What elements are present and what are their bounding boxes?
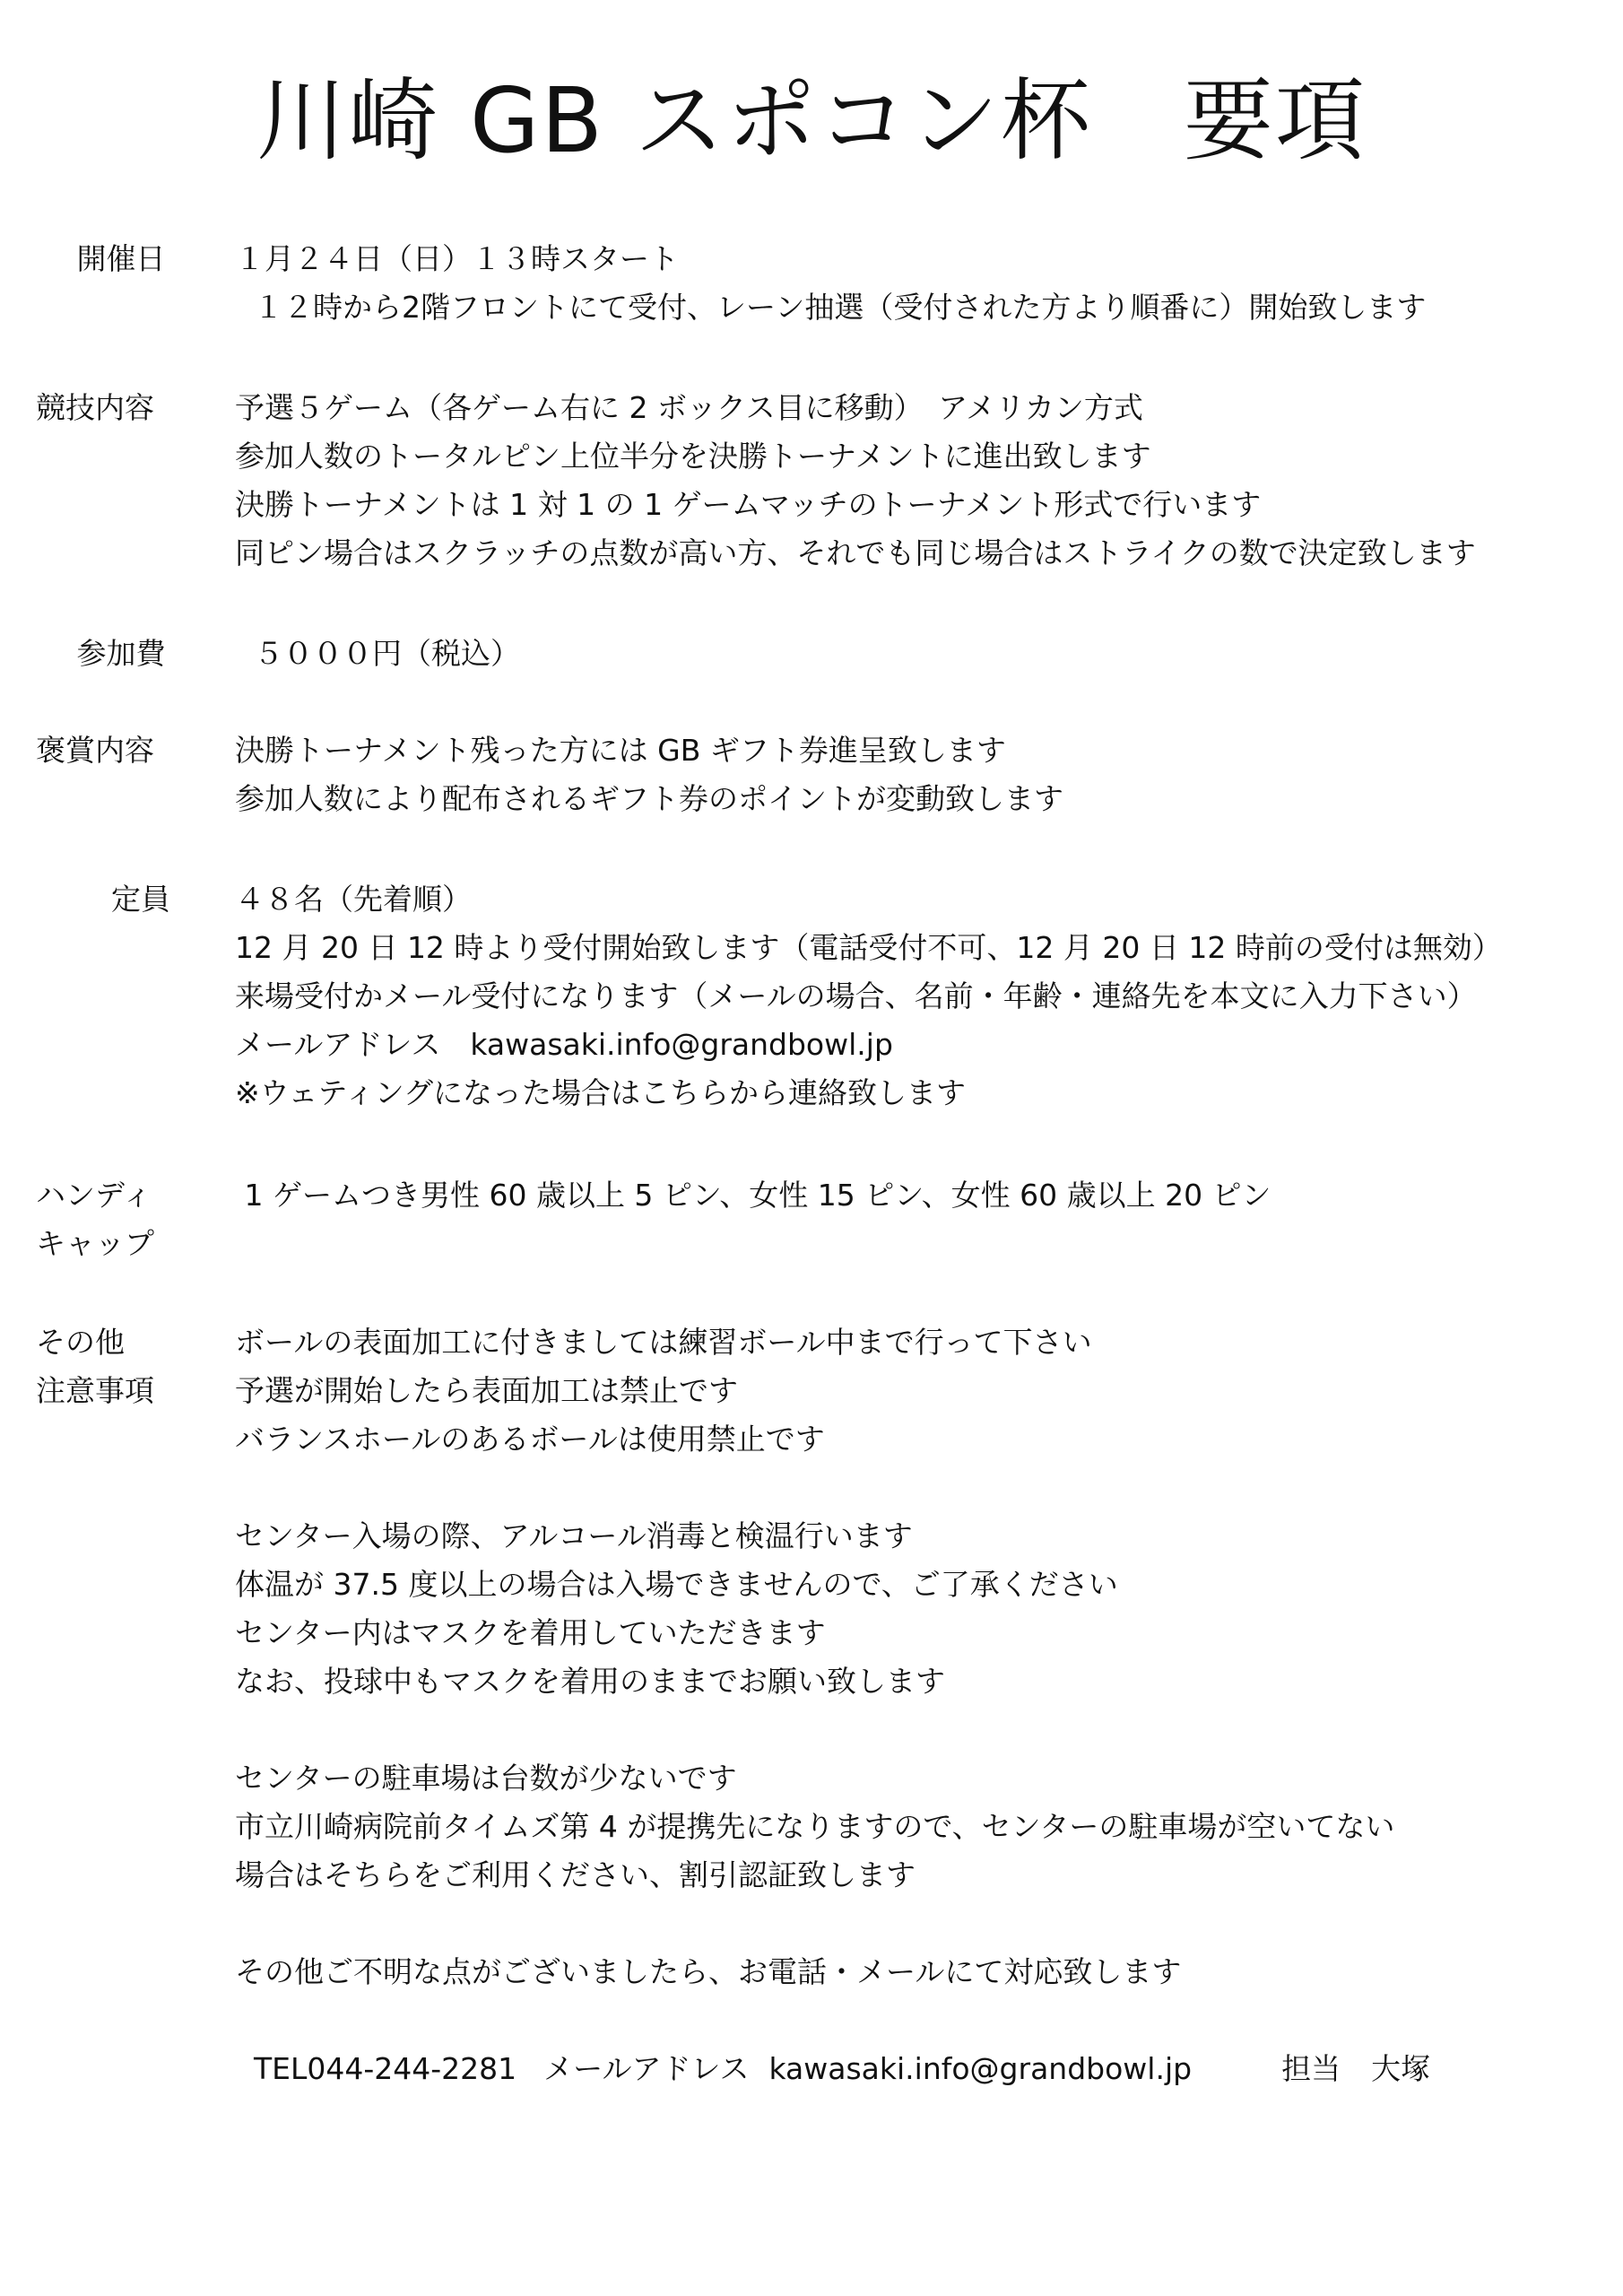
text-line: 予選５ゲーム（各ゲーム右に 2 ボックス目に移動） アメリカン方式 [235, 390, 1143, 425]
section-body-competition [235, 384, 1580, 578]
blank-line [235, 1706, 1580, 1754]
section-label-fee: 参加費 [76, 636, 166, 671]
text-line: 12 月 20 日 12 時より受付開始致します（電話受付不可、12 月 20 日 12 時前の受付は無効） [235, 930, 1502, 965]
contact-email: kawasaki.info@grandbowl.jp [768, 2051, 1193, 2086]
text-line: １２時から2階フロントにて受付、レーン抽選（受付された方より順番に）開始致します [235, 290, 1427, 325]
text-line: １月２４日（日）１３時スタート [235, 241, 679, 276]
contact-line [235, 1996, 1580, 2093]
section-label-other: その他 注意事項 [36, 1325, 154, 1408]
text-line: センター入場の際、アルコール消毒と検温行います [235, 1518, 913, 1553]
contact-email-label: メールアドレス [543, 2051, 750, 2086]
section-label-handicap: ハンディ キャップ [36, 1178, 154, 1261]
section-body-handicap [235, 1171, 1580, 1220]
section-body-prize [235, 726, 1580, 823]
text-line: ５０００円（税込） [235, 636, 520, 671]
text-line: 体温が 37.5 度以上の場合は入場できませんので、ご了承ください [235, 1567, 1118, 1602]
text-line: 市立川崎病院前タイムズ第 4 が提携先になりますので、センターの駐車場が空いてない [235, 1809, 1395, 1844]
section-body-date [235, 235, 1580, 332]
text-line: 参加人数のトータルピン上位半分を決勝トーナメントに進出致します [235, 439, 1151, 474]
contact-tel: TEL044-244-2281 [253, 2051, 517, 2086]
section-label-prize: 褒賞内容 [36, 733, 154, 768]
text-line: ４８名（先着順） [235, 882, 472, 917]
contact-person: 大塚 [1371, 2051, 1431, 2086]
section-label-capacity: 定員 [111, 882, 170, 917]
text-line: 来場受付かメール受付になります（メールの場合、名前・年齢・連絡先を本文に入力下さい） [235, 978, 1477, 1013]
text-line: メールアドレス kawasaki.info@grandbowl.jp [235, 1027, 893, 1062]
text-line: バランスホールのあるボールは使用禁止です [235, 1422, 825, 1457]
text-line: 場合はそちらをご利用ください、割引認証致します [235, 1857, 916, 1892]
text-line: 同ピン場合はスクラッチの点数が高い方、それでも同じ場合はストライクの数で決定致します [235, 535, 1476, 570]
text-line: ボールの表面加工に付きましては練習ボール中まで行って下さい [235, 1325, 1092, 1360]
contact-person-label: 担当 [1281, 2051, 1341, 2086]
text-line: 決勝トーナメントは 1 対 1 の 1 ゲームマッチのトーナメント形式で行います [235, 487, 1262, 522]
text-line: 予選が開始したら表面加工は禁止です [235, 1373, 738, 1408]
page-title: 川崎 GB スポコン杯 要項 [256, 68, 1367, 173]
text-line: センター内はマスクを着用していただきます [235, 1615, 826, 1650]
text-line: 決勝トーナメント残った方には GB ギフト券進呈致します [235, 733, 1006, 768]
section-body-capacity [235, 875, 1580, 1118]
text-line: なお、投球中もマスクを着用のままでお願い致します [235, 1664, 945, 1699]
section-label-competition: 競技内容 [36, 390, 154, 425]
text-line: その他ご不明な点がございましたら、お電話・メールにて対応致します [235, 1954, 1182, 1989]
text-line: ※ウェティングになった場合はこちらから連絡致します [235, 1075, 967, 1110]
text-line: センターの駐車場は台数が少ないです [235, 1761, 737, 1796]
section-body-fee [235, 630, 1580, 678]
text-line: 参加人数により配布されるギフト券のポイントが変動致します [235, 781, 1063, 816]
blank-line [235, 1464, 1580, 1512]
section-body-other [235, 1318, 1580, 1996]
section-label-date: 開催日 [76, 241, 166, 276]
text-line: 1 ゲームつき男性 60 歳以上 5 ピン、女性 15 ピン、女性 60 歳以上 20 ピン [235, 1178, 1271, 1213]
blank-line [235, 1900, 1580, 1948]
